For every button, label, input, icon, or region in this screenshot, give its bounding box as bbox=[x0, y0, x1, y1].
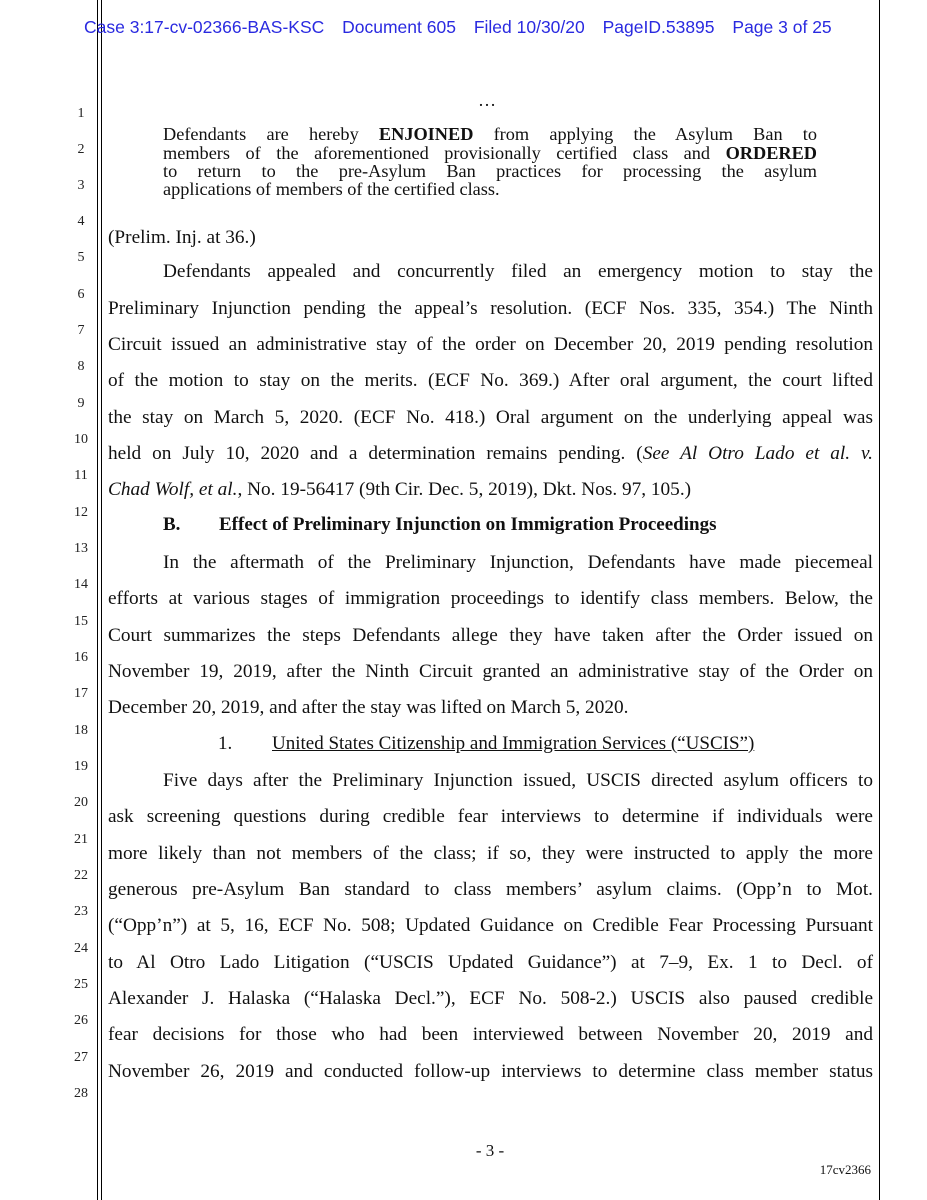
text-line: of the motion to stay on the merits. (ECF No. 369.) After oral argument, the court lifted bbox=[108, 370, 873, 391]
line-number: 1 bbox=[77, 106, 85, 121]
line-number: 22 bbox=[74, 868, 88, 883]
text-line: generous pre-Asylum Ban standard to class members’ asylum claims. (Opp’n to Mot. bbox=[108, 879, 873, 900]
section-heading bbox=[163, 514, 716, 536]
ellipsis: … bbox=[478, 90, 496, 110]
text-line: Preliminary Injunction pending the appeal’s resolution. (ECF Nos. 335, 354.) The Ninth bbox=[108, 298, 873, 319]
text-line: to Al Otro Lado Litigation (“USCIS Updated Guidance”) at 7–9, Ex. 1 to Decl. of bbox=[108, 952, 873, 973]
line-number: 24 bbox=[74, 941, 88, 956]
text-line: efforts at various stages of immigration proceedings to identify class members. Below, the bbox=[108, 588, 873, 609]
subsection-title: United States Citizenship and Immigration Services (“USCIS”) bbox=[272, 733, 755, 754]
text-line: November 19, 2019, after the Ninth Circuit granted an administrative stay of the Order on bbox=[108, 661, 873, 682]
left-margin-rule-inner bbox=[101, 0, 102, 1200]
line-number: 15 bbox=[74, 614, 88, 629]
text-line: the stay on March 5, 2020. (ECF No. 418.) Oral argument on the underlying appeal was bbox=[108, 407, 873, 428]
section-letter: B. bbox=[163, 514, 181, 535]
header-pageid: PageID.53895 bbox=[602, 17, 715, 37]
line-number: 7 bbox=[77, 323, 85, 338]
line-number: 12 bbox=[74, 505, 88, 520]
text-line: Court summarizes the steps Defendants allege they have taken after the Order issued on bbox=[108, 625, 873, 646]
line-number: 8 bbox=[77, 359, 85, 374]
text-line: Chad Wolf, et al., No. 19-56417 (9th Cir. Dec. 5, 2019), Dkt. Nos. 97, 105.) bbox=[108, 479, 692, 500]
subsection-heading bbox=[218, 733, 754, 755]
line-number: 18 bbox=[74, 723, 88, 738]
page-number: - 3 - bbox=[475, 1141, 505, 1160]
text-line: Defendants appealed and concurrently filed an emergency motion to stay the bbox=[163, 261, 873, 282]
quote-line: applications of members of the certified class. bbox=[163, 179, 500, 199]
line-number: 14 bbox=[74, 577, 88, 592]
text-line: fear decisions for those who had been interviewed between November 20, 2019 and bbox=[108, 1024, 873, 1045]
line-number: 10 bbox=[74, 432, 88, 447]
line-number: 19 bbox=[74, 759, 88, 774]
quote-line: Defendants are hereby ENJOINED from applying the Asylum Ban to bbox=[163, 124, 818, 144]
citation: (Prelim. Inj. at 36.) bbox=[108, 227, 256, 248]
line-number: 28 bbox=[74, 1086, 88, 1101]
line-number: 23 bbox=[74, 904, 88, 919]
ecf-header bbox=[84, 17, 864, 38]
quote-line: to return to the pre-Asylum Ban practices for processing the asylum bbox=[163, 161, 817, 181]
right-margin-rule bbox=[879, 0, 880, 1200]
line-number: 6 bbox=[77, 287, 85, 302]
text-line: held on July 10, 2020 and a determination remains pending. (See Al Otro Lado et al. v. bbox=[108, 443, 873, 464]
line-number: 9 bbox=[77, 396, 85, 411]
text-line: more likely than not members of the class; if so, they were instructed to apply the more bbox=[108, 843, 873, 864]
line-number: 27 bbox=[74, 1050, 88, 1065]
section-title: Effect of Preliminary Injunction on Immigration Proceedings bbox=[219, 514, 717, 535]
text-line: Alexander J. Halaska (“Halaska Decl.”), ECF No. 508-2.) USCIS also paused credible bbox=[108, 988, 873, 1009]
line-number: 11 bbox=[74, 468, 88, 483]
text-line: Five days after the Preliminary Injunction issued, USCIS directed asylum officers to bbox=[163, 770, 873, 791]
line-number: 5 bbox=[77, 250, 85, 265]
line-number: 3 bbox=[77, 178, 85, 193]
quote-line: members of the aforementioned provisionally certified class and ORDERED bbox=[163, 143, 817, 163]
left-margin-rule bbox=[97, 0, 98, 1200]
line-number: 20 bbox=[74, 795, 88, 810]
header-document: Document 605 bbox=[342, 17, 456, 37]
text-line: In the aftermath of the Preliminary Injunction, Defendants have made piecemeal bbox=[163, 552, 873, 573]
header-filed: Filed 10/30/20 bbox=[473, 17, 585, 37]
line-number: 16 bbox=[74, 650, 88, 665]
subsection-number: 1. bbox=[218, 733, 233, 754]
line-number: 17 bbox=[74, 686, 88, 701]
header-case: Case 3:17-cv-02366-BAS-KSC bbox=[84, 17, 325, 37]
line-number: 4 bbox=[77, 214, 85, 229]
line-number: 26 bbox=[74, 1013, 88, 1028]
text-line: December 20, 2019, and after the stay was lifted on March 5, 2020. bbox=[108, 697, 629, 718]
footer-case-number: 17cv2366 bbox=[819, 1162, 871, 1177]
header-page-of: Page 3 of 25 bbox=[732, 17, 832, 37]
line-number: 2 bbox=[77, 142, 85, 157]
line-number: 13 bbox=[74, 541, 88, 556]
text-line: (“Opp’n”) at 5, 16, ECF No. 508; Updated Guidance on Credible Fear Processing Pursuant bbox=[108, 915, 873, 936]
text-line: Circuit issued an administrative stay of the order on December 20, 2019 pending resolution bbox=[108, 334, 873, 355]
text-line: November 26, 2019 and conducted follow-up interviews to determine class member status bbox=[108, 1061, 873, 1082]
line-number: 21 bbox=[74, 832, 88, 847]
text-line: ask screening questions during credible fear interviews to determine if individuals were bbox=[108, 806, 873, 827]
line-number: 25 bbox=[74, 977, 88, 992]
